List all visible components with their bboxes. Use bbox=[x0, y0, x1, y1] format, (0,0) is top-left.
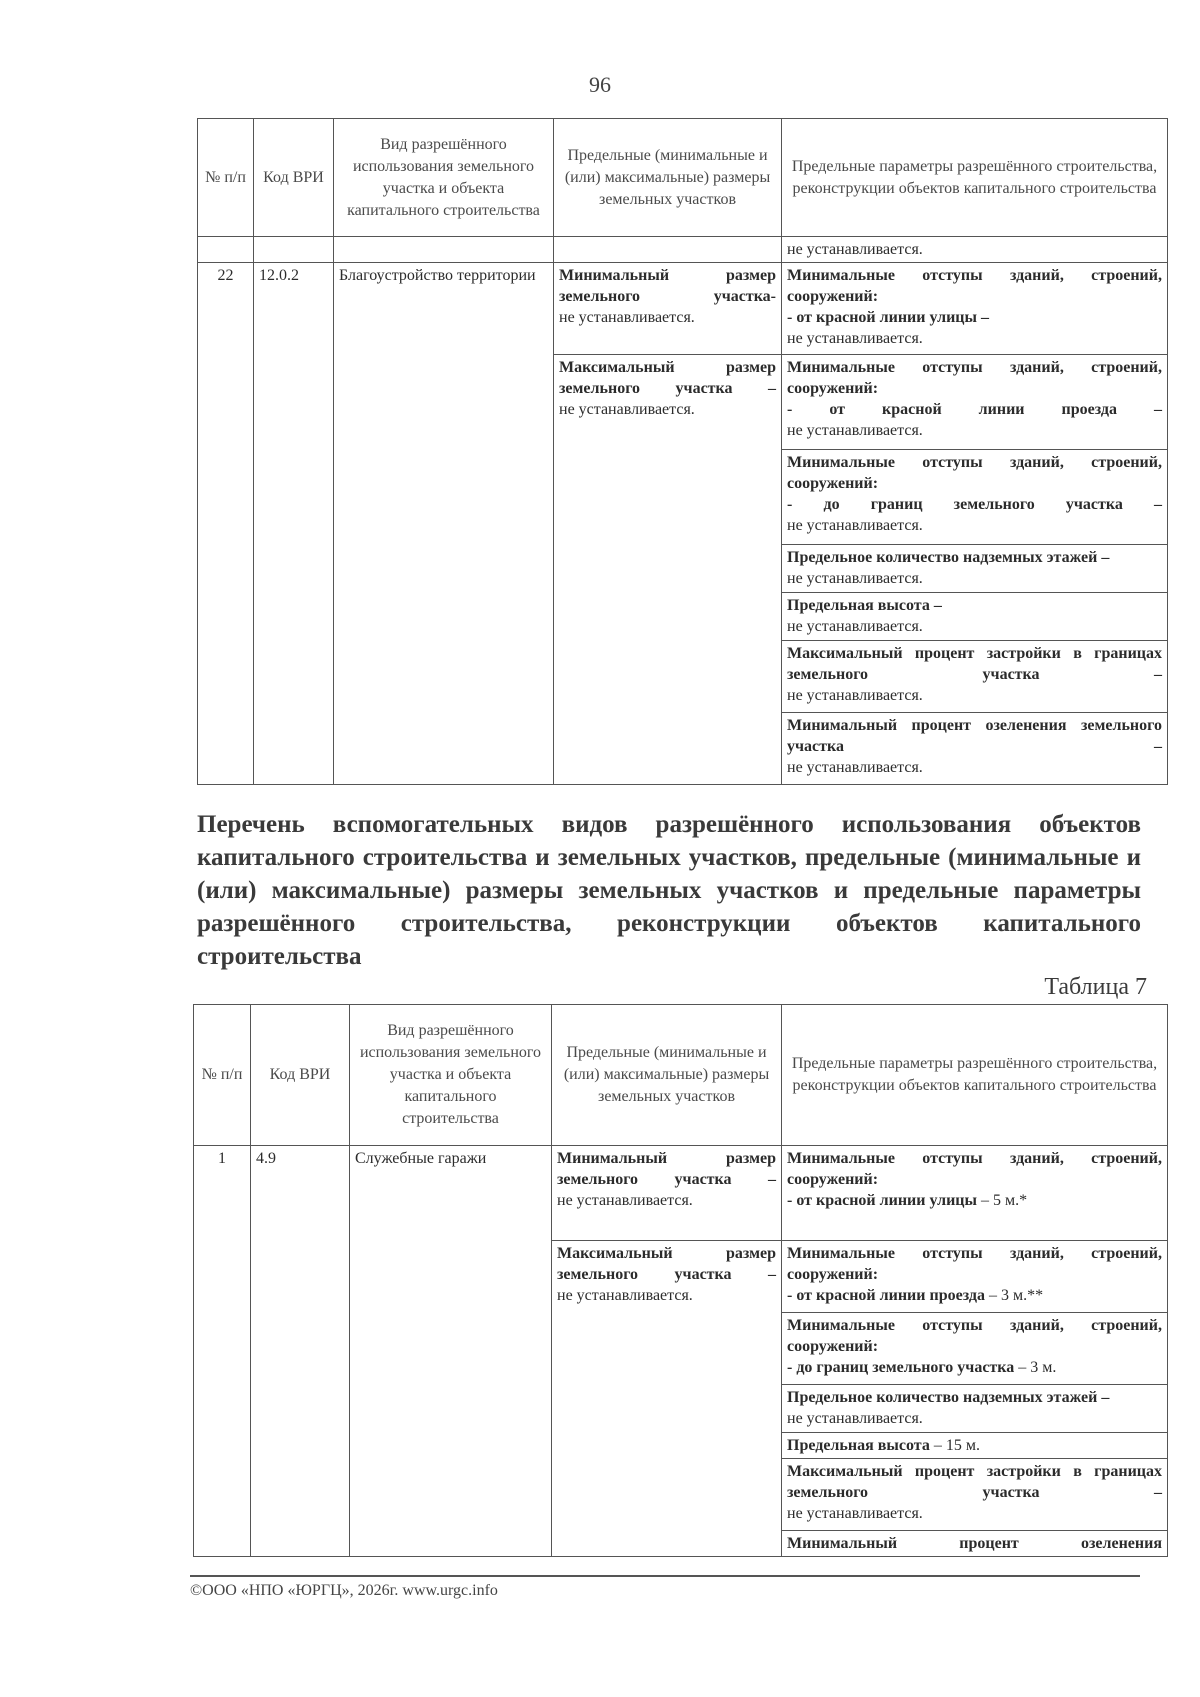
header-use-type: Вид разрешённого использования земельного участка и объекта капитального строительства bbox=[334, 119, 554, 237]
row-num: 1 bbox=[194, 1146, 251, 1557]
footer-copyright: ©ООО «НПО «ЮРГЦ», 2026г. www.urgc.info bbox=[190, 1582, 498, 1599]
param-label: Предельное количество надземных этажей – bbox=[787, 549, 1110, 566]
param-height bbox=[782, 593, 1168, 641]
param-detail-line bbox=[787, 1190, 1162, 1211]
min-plot-size-label: Минимальный размер земельного участка- bbox=[559, 267, 776, 305]
max-plot-size-label: Максимальный размер земельного участка – bbox=[557, 1245, 776, 1283]
row-code: 4.9 bbox=[251, 1146, 350, 1557]
table-caption: Таблица 7 bbox=[1044, 974, 1147, 1000]
min-plot-size-value: не устанавливается. bbox=[559, 309, 695, 326]
table-auxiliary-uses bbox=[193, 1004, 1168, 1557]
param-value: не устанавливается. bbox=[787, 618, 923, 635]
header-params: Предельные параметры разрешённого строительства, реконструкции объектов капитального строительства bbox=[782, 1005, 1168, 1146]
param-label: Максимальный процент застройки в границах земельного участка – bbox=[787, 645, 1162, 683]
carryover-row bbox=[198, 237, 1168, 263]
table-row bbox=[198, 263, 1168, 355]
param-setback-plot bbox=[782, 1313, 1168, 1385]
param-label: Предельная высота bbox=[787, 1437, 930, 1454]
min-plot-size-value: не устанавливается. bbox=[557, 1192, 693, 1209]
min-plot-size-label: Минимальный размер земельного участка – bbox=[557, 1150, 776, 1188]
param-value: – 3 м.** bbox=[988, 1287, 1044, 1304]
param-setback-plot bbox=[782, 450, 1168, 545]
table-main-uses bbox=[197, 118, 1168, 785]
param-value: не устанавливается. bbox=[787, 422, 923, 439]
param-label: Минимальные отступы зданий, строений, сооружений: bbox=[787, 1317, 1162, 1355]
param-detail: - от красной линии проезда bbox=[787, 1287, 985, 1304]
param-label: Минимальный процент озеленения bbox=[787, 1535, 1162, 1552]
param-setback-driveway bbox=[782, 1241, 1168, 1313]
row-use: Служебные гаражи bbox=[350, 1146, 552, 1557]
param-coverage bbox=[782, 1459, 1168, 1531]
table-header-row bbox=[194, 1005, 1168, 1146]
max-plot-size bbox=[552, 1241, 782, 1557]
header-plot-sizes: Предельные (минимальные и (или) максимальные) размеры земельных участков bbox=[552, 1005, 782, 1146]
param-value: не устанавливается. bbox=[787, 330, 923, 347]
param-value: – 5 м.* bbox=[981, 1192, 1028, 1209]
param-value: – 15 м. bbox=[933, 1437, 980, 1454]
footer-divider bbox=[190, 1575, 1140, 1577]
page-number: 96 bbox=[589, 72, 611, 97]
param-setback-driveway bbox=[782, 355, 1168, 450]
param-coverage bbox=[782, 641, 1168, 713]
param-value: – 3 м. bbox=[1018, 1359, 1057, 1376]
param-label: Предельная высота – bbox=[787, 597, 942, 614]
param-value: не устанавливается. bbox=[787, 759, 923, 776]
header-params: Предельные параметры разрешённого строительства, реконструкции объектов капитального строительства bbox=[782, 119, 1168, 237]
param-setback-street bbox=[782, 263, 1168, 355]
param-value: не устанавливается. bbox=[787, 1410, 923, 1427]
table-header-row bbox=[198, 119, 1168, 237]
header-code: Код ВРИ bbox=[251, 1005, 350, 1146]
param-detail-line bbox=[787, 1357, 1162, 1378]
param-label: Максимальный процент застройки в границах земельного участка – bbox=[787, 1463, 1162, 1501]
param-setback-street bbox=[782, 1146, 1168, 1241]
header-code: Код ВРИ bbox=[254, 119, 334, 237]
max-plot-size bbox=[554, 355, 782, 785]
param-value: не устанавливается. bbox=[787, 517, 923, 534]
header-use-type: Вид разрешённого использования земельного участка и объекта капитального строительства bbox=[350, 1005, 552, 1146]
header-num: № п/п bbox=[194, 1005, 251, 1146]
param-label: Минимальные отступы зданий, строений, сооружений: bbox=[787, 267, 1162, 305]
param-label: Минимальный процент озеленения земельного участка – bbox=[787, 717, 1162, 755]
section-heading: Перечень вспомогательных видов разрешённого использования объектов капитального строительства и земельных участков, предельные (минимальные и (или) максимальные) размеры земельных участков и предельные параметры разрешённого строительства, реконструкции объектов капитального строительства bbox=[197, 811, 1141, 970]
param-label: Минимальные отступы зданий, строений, сооружений: bbox=[787, 359, 1162, 397]
max-plot-size-label: Максимальный размер земельного участка – bbox=[559, 359, 776, 397]
min-plot-size bbox=[552, 1146, 782, 1241]
param-label: Минимальные отступы зданий, строений, сооружений: bbox=[787, 454, 1162, 492]
row-num: 22 bbox=[198, 263, 254, 785]
table-row bbox=[194, 1146, 1168, 1241]
param-value: не устанавливается. bbox=[787, 570, 923, 587]
header-plot-sizes: Предельные (минимальные и (или) максимальные) размеры земельных участков bbox=[554, 119, 782, 237]
param-detail-line bbox=[787, 1285, 1162, 1306]
param-detail: - до границ земельного участка bbox=[787, 1359, 1015, 1376]
param-label: Минимальные отступы зданий, строений, сооружений: bbox=[787, 1150, 1162, 1188]
carryover-value: не устанавливается. bbox=[782, 237, 1168, 263]
param-greenery bbox=[782, 713, 1168, 785]
param-detail: - от красной линии улицы bbox=[787, 1192, 977, 1209]
param-floors bbox=[782, 545, 1168, 593]
max-plot-size-value: не устанавливается. bbox=[557, 1287, 693, 1304]
param-floors bbox=[782, 1385, 1168, 1433]
min-plot-size bbox=[554, 263, 782, 355]
row-code: 12.0.2 bbox=[254, 263, 334, 785]
row-use: Благоустройство территории bbox=[334, 263, 554, 785]
param-label: Минимальные отступы зданий, строений, сооружений: bbox=[787, 1245, 1162, 1283]
max-plot-size-value: не устанавливается. bbox=[559, 401, 695, 418]
param-height bbox=[782, 1433, 1168, 1459]
header-num: № п/п bbox=[198, 119, 254, 237]
param-detail: - до границ земельного участка – bbox=[787, 496, 1162, 513]
param-detail: - от красной линии улицы – bbox=[787, 309, 989, 326]
param-greenery bbox=[782, 1531, 1168, 1557]
param-label: Предельное количество надземных этажей – bbox=[787, 1389, 1110, 1406]
param-value: не устанавливается. bbox=[787, 1505, 923, 1522]
param-value: не устанавливается. bbox=[787, 687, 923, 704]
param-detail: - от красной линии проезда – bbox=[787, 401, 1162, 418]
